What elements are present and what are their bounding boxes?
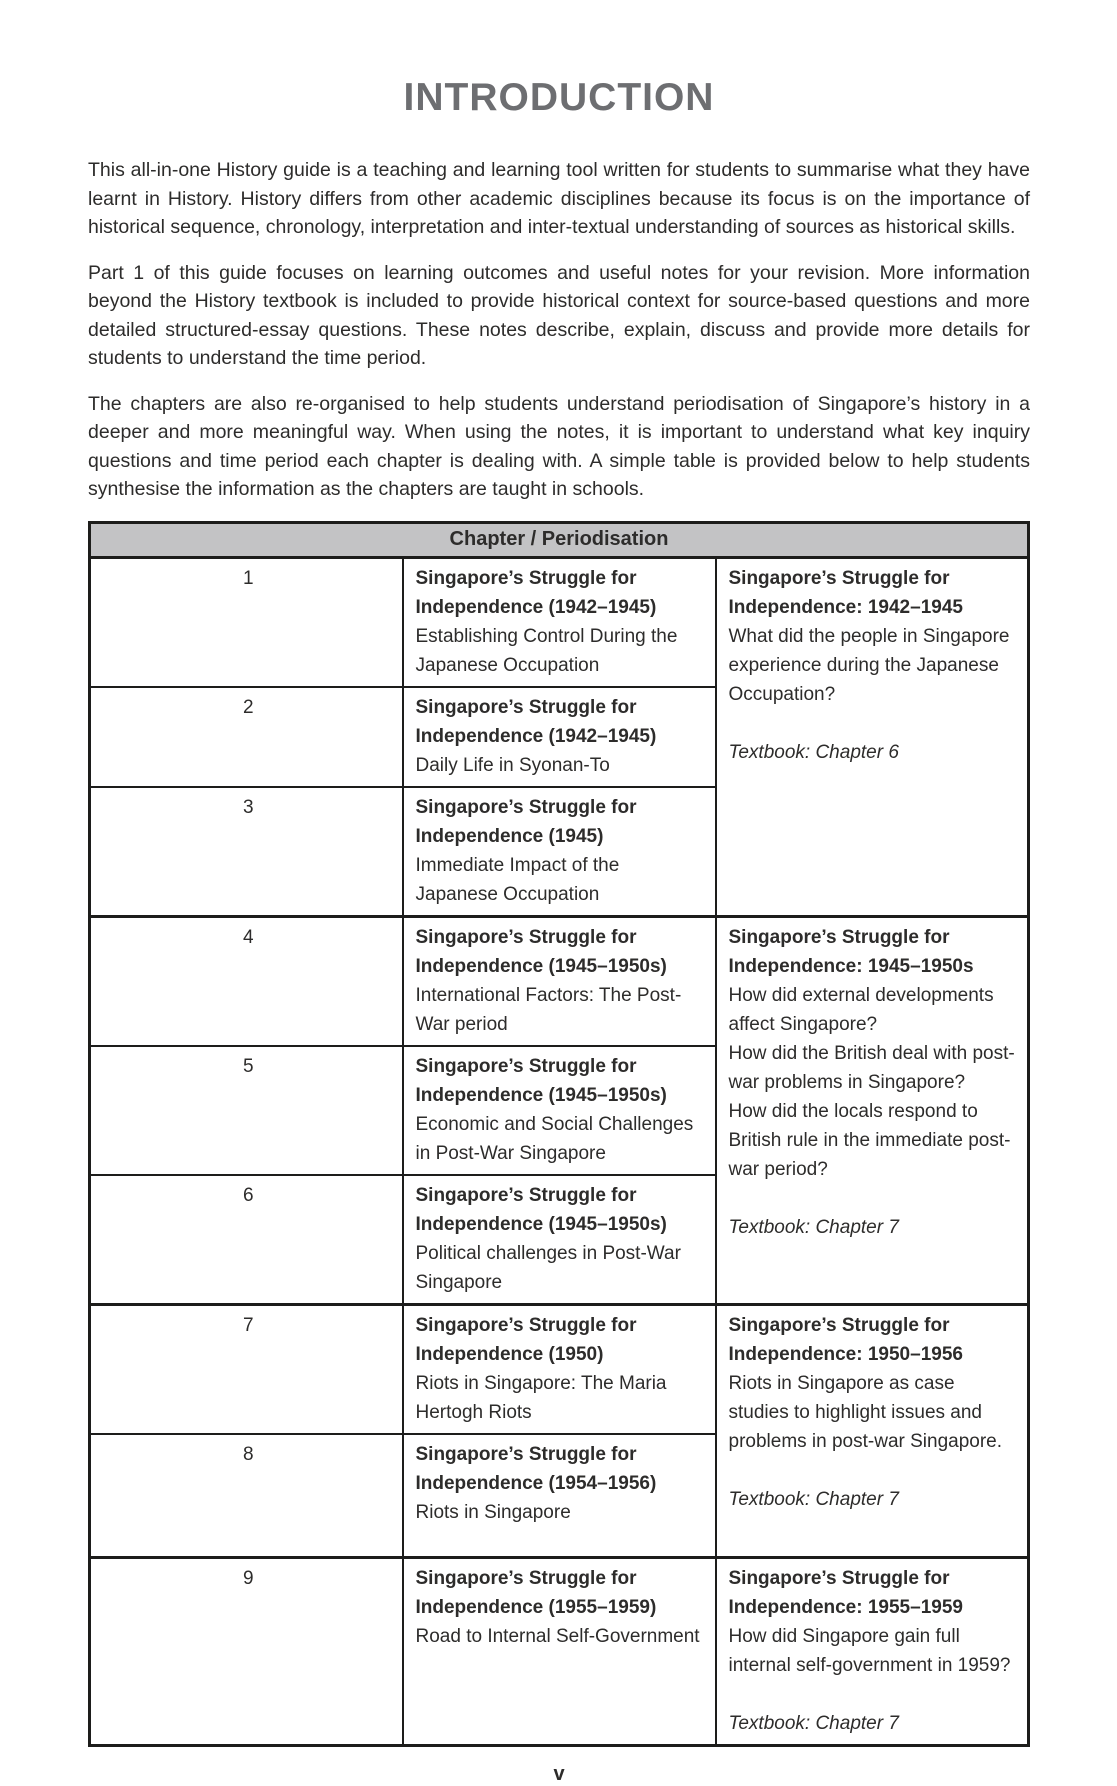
chapter-cell [403, 916, 716, 1046]
chapter-number: 1 [90, 557, 403, 687]
chapter-number: 3 [90, 787, 403, 917]
chapter-title: Singapore’s Struggle for Independence (1945–1950s) [415, 1184, 667, 1235]
chapter-cell [403, 1434, 716, 1558]
chapter-title: Singapore’s Struggle for Independence (1945–1950s) [415, 926, 667, 977]
period-heading: Singapore’s Struggle for Independence: 1945–1950s [728, 926, 974, 977]
chapter-subtitle: Political challenges in Post-War Singapore [415, 1242, 681, 1293]
intro-paragraph-3: The chapters are also re-organised to help students understand periodisation of Singapore’s history in a deeper and more meaningful way. When using the notes, it is important to understand what key inquiry questions and time period each chapter is dealing with. A simple table is provided below to help students synthesise the information as the chapters are taught in schools. [88, 392, 1030, 500]
intro-paragraph-2: Part 1 of this guide focuses on learning outcomes and useful notes for your revision. More information beyond the History textbook is included to provide historical context for source-based questions and more detailed structured-essay questions. These notes describe, explain, discuss and provide more details for students to understand the time period. [88, 261, 1030, 369]
period-question: How did Singapore gain full internal self-government in 1959? [728, 1626, 1011, 1676]
chapter-periodisation-table [88, 521, 1030, 1748]
periodisation-cell-4 [716, 1558, 1029, 1746]
intro-paragraph-1: This all-in-one History guide is a teaching and learning tool written for students to summarise what they have learnt in History. History differs from other academic disciplines because its focus is on the importance of historical sequence, chronology, interpretation and inter-textual understanding of sources as historical skills. [88, 159, 1030, 238]
period-question: How did the locals respond to British rule in the immediate post-war period? [728, 1100, 1011, 1180]
chapter-cell [403, 1304, 716, 1434]
table-row-1 [90, 557, 1029, 687]
chapter-subtitle: Economic and Social Challenges in Post-War Singapore [415, 1113, 694, 1164]
chapter-title: Singapore’s Struggle for Independence (1942–1945) [415, 567, 657, 618]
period-heading: Singapore’s Struggle for Independence: 1955–1959 [728, 1568, 963, 1618]
page-title: INTRODUCTION [403, 76, 715, 119]
chapter-cell [403, 557, 716, 687]
textbook-reference: Textbook: Chapter 7 [728, 1488, 899, 1510]
chapter-number: 2 [90, 687, 403, 787]
chapter-cell [403, 1175, 716, 1305]
period-question: How did external developments affect Singapore? [728, 984, 994, 1035]
chapter-title: Singapore’s Struggle for Independence (1945–1950s) [415, 1055, 667, 1106]
chapter-title: Singapore’s Struggle for Independence (1954–1956) [415, 1443, 657, 1494]
textbook-reference: Textbook: Chapter 7 [728, 1216, 899, 1238]
page-number: v [553, 1763, 565, 1785]
chapter-title: Singapore’s Struggle for Independence (1955–1959) [415, 1568, 657, 1618]
textbook-reference: Textbook: Chapter 7 [728, 1713, 899, 1734]
document-page [0, 76, 1117, 1785]
chapter-number: 7 [90, 1304, 403, 1434]
chapter-subtitle: International Factors: The Post-War period [415, 984, 682, 1035]
chapter-title: Singapore’s Struggle for Independence (1945) [415, 796, 637, 847]
chapter-subtitle: Establishing Control During the Japanese Occupation [415, 625, 678, 676]
chapter-subtitle: Immediate Impact of the Japanese Occupation [415, 854, 620, 905]
chapter-title: Singapore’s Struggle for Independence (1942–1945) [415, 696, 657, 747]
period-question: Riots in Singapore as case studies to highlight issues and problems in post-war Singapore. [728, 1372, 1003, 1452]
chapter-subtitle: Riots in Singapore [415, 1501, 571, 1523]
period-heading: Singapore’s Struggle for Independence: 1950–1956 [728, 1314, 963, 1365]
chapter-subtitle: Daily Life in Syonan-To [415, 754, 610, 776]
table-row-7 [90, 1304, 1029, 1434]
chapter-number: 5 [90, 1046, 403, 1175]
table-header-row [90, 522, 1029, 557]
period-question: What did the people in Singapore experience during the Japanese Occupation? [728, 625, 1010, 705]
chapter-title: Singapore’s Struggle for Independence (1950) [415, 1314, 637, 1365]
chapter-number: 9 [90, 1558, 403, 1746]
periodisation-cell-3 [716, 1304, 1029, 1558]
chapter-cell [403, 1046, 716, 1175]
period-question: How did the British deal with post-war problems in Singapore? [728, 1042, 1015, 1093]
chapter-number: 8 [90, 1434, 403, 1558]
table-header: Chapter / Periodisation [90, 522, 1029, 557]
chapter-subtitle: Riots in Singapore: The Maria Hertogh Riots [415, 1372, 667, 1423]
period-heading: Singapore’s Struggle for Independence: 1942–1945 [728, 567, 963, 618]
chapter-number: 4 [90, 916, 403, 1046]
chapter-number: 6 [90, 1175, 403, 1305]
textbook-reference: Textbook: Chapter 6 [728, 741, 899, 763]
periodisation-cell-1 [716, 557, 1029, 916]
chapter-subtitle: Road to Internal Self-Government [415, 1626, 700, 1647]
chapter-cell [403, 687, 716, 787]
chapter-cell [403, 787, 716, 917]
chapter-cell [403, 1558, 716, 1746]
periodisation-cell-2 [716, 916, 1029, 1304]
table-row-9 [90, 1558, 1029, 1746]
table-row-4 [90, 916, 1029, 1046]
